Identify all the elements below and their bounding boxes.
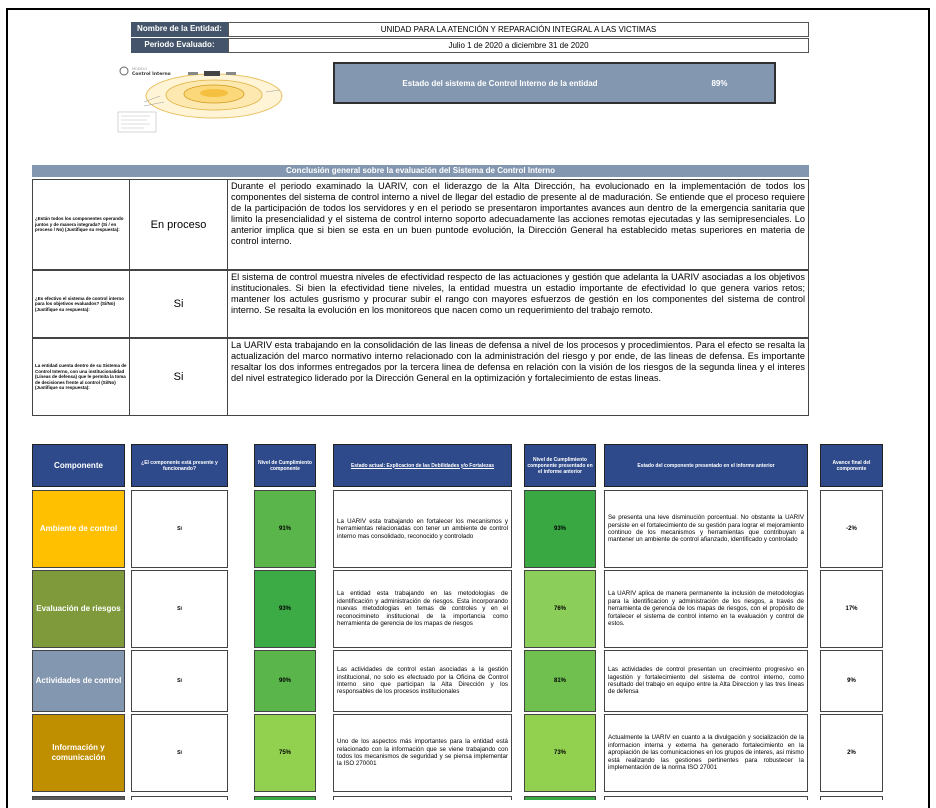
svg-text:MODELO: MODELO: [132, 67, 148, 71]
component-avance: 17%: [820, 570, 883, 648]
estado-sistema-box: [333, 62, 776, 104]
diagram-logo-icon: [120, 67, 128, 75]
conclusion-row-3: [32, 338, 809, 416]
component-estado-anterior: Actualmente la UARIV en cuanto a la divulgación y socialización de la informacion interna y externa ha generado fortalecimiento en la apropiación de las comunicaciones en los grupos de interes, asi mismo está realizando las gestiones pertinentes para robustecer la implementación de la norma ISO 27001: [604, 714, 808, 792]
estado-sistema-value: 89%: [711, 78, 728, 88]
conclusion-text: Durante el periodo examinado la UARIV, con el liderazgo de la Alta Dirección, ha evolucionado en la implementación de todos los componentes del sistema de control interno a nivel de llegar del estadio de presente al de maduración. Se entiende que el proceso requiere de la participación de todos los servidores y en el periodo se presentaron importantes avances aun dentro de la emergencia sanitaria que limito la presencialidad y el sistema de control interno soporto adecuadamente las acciones remotas ejecutadas y las semipresenciales. Lo anterior implica que si bien se esta en un buen puntode evolución, la Dirección General ha establecido metas superiores en materia de control interno.: [228, 179, 809, 270]
component-nivel: 90%: [254, 650, 316, 712]
conclusion-answer: En proceso: [130, 179, 228, 270]
control-interno-diagram: [114, 62, 290, 140]
component-nivel: 93%: [254, 570, 316, 648]
conclusion-title: Conclusión general sobre la evaluación del Sistema de Control Interno: [32, 165, 809, 177]
conclusion-row-2: [32, 270, 809, 338]
diagram-top-block: [204, 71, 220, 76]
partial-row-avance: [820, 796, 883, 800]
component-estado-actual: La entidad esta trabajando en las metodologias de identificación y administración de riesgos. Esta incorporando nuevas metodologias en temas de controles y en el reconocimineto institucional de la importancia como herramienta de gerencia de los mapas de riesgos: [333, 570, 512, 648]
header-avance: Avance final del componente: [820, 444, 883, 487]
component-nivel-anterior: 76%: [524, 570, 596, 648]
conclusion-answer: Si: [130, 338, 228, 416]
component-name: Actividades de control: [32, 650, 125, 712]
conclusion-question: ¿Es efectivo el sistema de control interno para los objetivos evaluados? (Si/No) (Justifique su respuesta):: [32, 270, 130, 338]
header-nivel-anterior: Nivel de Cumplimiento componente presentado en el informe anterior: [524, 444, 596, 487]
diagram-top-right-block: [226, 72, 236, 75]
conclusion-text: El sistema de control muestra niveles de efectividad respecto de las actuaciones y gestión que adelanta la UARIV asociadas a los objetivos institucionales. Si bien la efectividad tiene niveles, la entidad muestra un estadio importante de efectividad lo que genera varios retos; mantener los actules gusrismo y procurar subir el rango con mayores esfuerzos de gestión en los componentes del sistema de control interno. Se resalta la evolución en los monitoreos que nacen como un requerimiento del trabajo remoto.: [228, 270, 809, 338]
entidad-label: Nombre de la Entidad:: [131, 22, 228, 37]
conclusion-question: La entidad cuenta dentro de su Sistema de Control Interno, con una institucionalidad (Líneas de defensa) que le permita la toma de decisiones frente al control (Si/No) (Justifique su respuesta):: [32, 338, 130, 416]
component-nivel-anterior: 93%: [524, 490, 596, 568]
periodo-label: Periodo Evaluado:: [131, 38, 228, 53]
partial-row-presente: [131, 796, 228, 800]
component-estado-anterior: Las actividades de control presentan un crecimiento progresivo en lagestión y fortalecimiento del sistema de control interno, como resultado del trabajo en equipo entre la Alta Direccion y las tres lineas de defensa: [604, 650, 808, 712]
partial-row-estado-anterior: [604, 796, 808, 800]
conclusion-row-1: [32, 179, 809, 270]
partial-row-component: [32, 796, 125, 800]
conclusion-answer: Si: [130, 270, 228, 338]
estado-sistema-label: Estado del sistema de Control Interno de la entidad: [402, 78, 598, 88]
component-estado-anterior: La UARIV aplica de manera permanente la inclusión de metodologias para la identificacion y administración de los riesgos, a través de herramienta de gerencia de los mapas de riesgos, con el propósito de fortalecer el sistema de control interno en la evaluación y control de estos.: [604, 570, 808, 648]
component-presente: Si: [131, 650, 228, 712]
conclusion-question: ¿Están todos los componentes operando juntos y de manera integrada? (Si / en proceso / No) (Justifique su respuesta):: [32, 179, 130, 270]
diagram-legend-box: [118, 112, 156, 132]
header-estado-anterior: Estado del componente presentado en el informe anterior: [604, 444, 808, 487]
component-avance: 9%: [820, 650, 883, 712]
component-avance: 2%: [820, 714, 883, 792]
component-presente: Si: [131, 714, 228, 792]
diagram-brand-text: Control Interno: [132, 72, 171, 77]
component-name: Información y comunicación: [32, 714, 125, 792]
component-estado-actual: Las actividades de control estan asociadas a la gestión institucional, no solo es efectuado por la Oficina de Control Interno sino que participan la Alta Dirección y los responsables de los procesos institucionales: [333, 650, 512, 712]
component-estado-anterior: Se presenta una leve disminución porcentual. No obstante la UARIV persiste en el fortalecimiento de su gestión para lograr el mejoramiento continuo de los mecanismos y herramientas que contribuyan a mantener un ambiente de control afianzado, identificado y controlado: [604, 490, 808, 568]
component-nivel: 91%: [254, 490, 316, 568]
header-componente: Componente: [32, 444, 125, 487]
periodo-value: Julio 1 de 2020 a diciembre 31 de 2020: [228, 38, 809, 53]
component-nivel-anterior: 81%: [524, 650, 596, 712]
header-nivel: Nivel de Cumplimiento componente: [254, 444, 316, 487]
partial-row-estado-actual: [333, 796, 512, 800]
component-nivel-anterior: 73%: [524, 714, 596, 792]
partial-row-nivel: [254, 796, 316, 800]
header-estado-actual: Estado actual: Explicacion de las Debilidades y/o Fortalezas: [333, 444, 512, 487]
entidad-value: UNIDAD PARA LA ATENCIÓN Y REPARACIÓN INTEGRAL A LAS VICTIMAS: [228, 22, 809, 37]
partial-row-nivel-anterior: [524, 796, 596, 800]
component-avance: -2%: [820, 490, 883, 568]
header-presente: ¿El componente está presente y funcionando?: [131, 444, 228, 487]
component-presente: Si: [131, 490, 228, 568]
component-estado-actual: La UARIV esta trabajando en fortalecer los mecanismos y herramientas relacionadas con tener un ambiente de control interno mas consolidado, reconocido y controlado: [333, 490, 512, 568]
component-nivel: 75%: [254, 714, 316, 792]
diagram-top-left-block: [188, 72, 198, 75]
diagram-core: [200, 89, 228, 97]
component-estado-actual: Uno de los aspectos más importantes para la entidad está relacionado con la información que se viene trabajando con todos los mecanismos de seguridad y se piensa implementar la ISO 270001: [333, 714, 512, 792]
conclusion-text: La UARIV esta trabajando en la consolidación de las lineas de defensa a nivel de los procesos y procedimientos. Para el efecto se resalta la actualización del marco normativo interno relacionado con la administración del riesgo y por ende, de las lineas de defensa. Es importante resaltar los dos informes entregados por la tercera linea de defensa en relación con la visión de los riesgos de la segunda linea y el interes del nivel estrategico liderado por la Dirección General en la optimización y fortalecimiento de estas lineas.: [228, 338, 809, 416]
component-presente: Si: [131, 570, 228, 648]
component-name: Evaluación de riesgos: [32, 570, 125, 648]
component-name: Ambiente de control: [32, 490, 125, 568]
